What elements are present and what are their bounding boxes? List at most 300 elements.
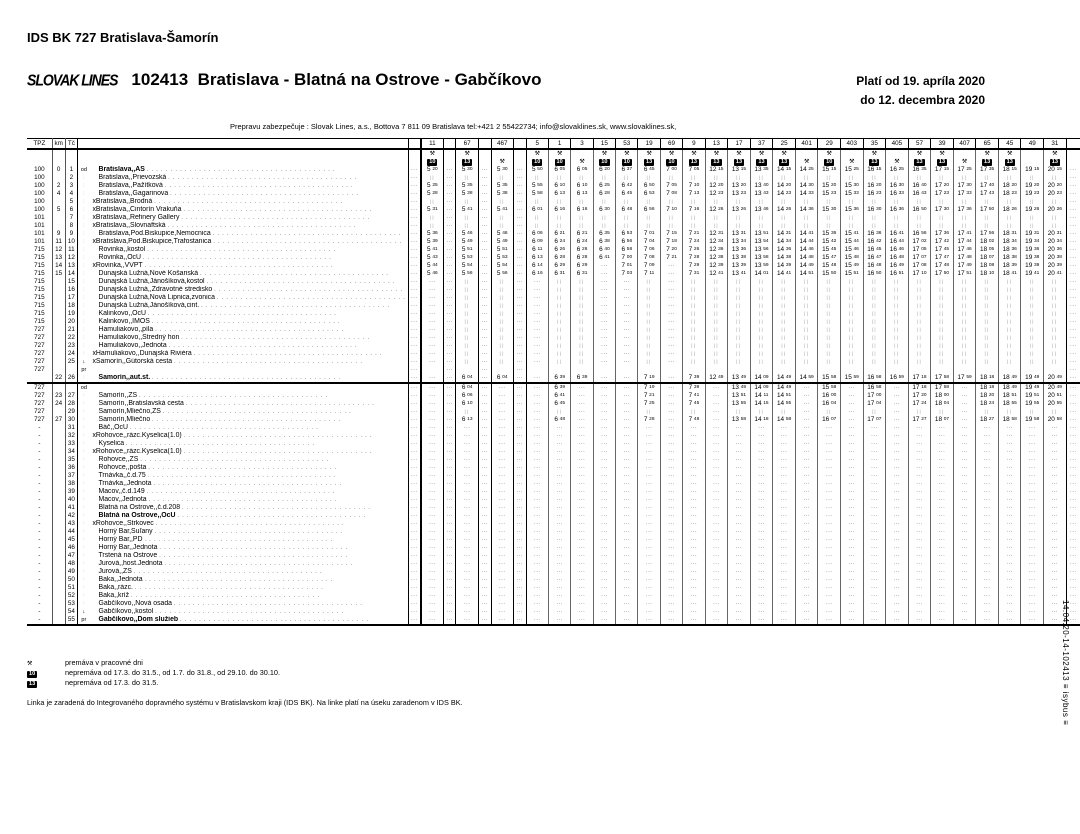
time-hour: 15 (822, 270, 830, 277)
time-cell-trip-67 (456, 432, 478, 440)
time-cell-trip-9 (683, 392, 705, 400)
time-minute: 48 (898, 255, 904, 260)
separator-dots: ··· (481, 505, 488, 511)
time-cell-trip-69 (660, 262, 682, 270)
time-cell-trip-403 (840, 294, 863, 302)
route-continues-mark: ⁞ (83, 537, 85, 542)
separator-dots: ··· (481, 199, 488, 205)
pass-through-mark: || (534, 175, 540, 180)
time-cell-trip-25 (773, 392, 796, 400)
time-cell-trip-69 (660, 512, 682, 520)
separator-dots: ··· (516, 359, 524, 365)
time-cell-trip-407 (953, 496, 976, 504)
time-cell-trip-49 (1021, 310, 1044, 318)
no-service-dots: ··· (1006, 561, 1013, 567)
time-hour: 16 (889, 230, 897, 237)
time-cell-trip-467 (491, 318, 513, 326)
time-cell-trip-25 (773, 270, 796, 278)
time-cell-trip-39 (931, 334, 954, 342)
time-hour: 6 (643, 182, 648, 189)
separator-cell (513, 416, 526, 424)
no-service-dots: ··· (1006, 433, 1013, 439)
trip-number-15: 15 (593, 139, 615, 150)
no-service-dots: ··· (758, 425, 765, 431)
time-cell-trip-11 (421, 254, 443, 262)
time-cell-trip-3 (571, 366, 593, 374)
time-minute: 46 (467, 231, 473, 236)
time-cell-trip-17 (728, 432, 751, 440)
pass-through-mark: || (781, 327, 787, 332)
separator-cell (513, 222, 526, 230)
time-cell-trip-49 (1021, 262, 1044, 270)
time-hour: 13 (731, 246, 739, 253)
time-cell-trip-29 (818, 222, 841, 230)
workdays-icon: ⚒ (1052, 150, 1058, 157)
pass-through-mark: || (803, 199, 810, 204)
time-minute: 18 (671, 239, 677, 244)
no-service-dots: ··· (1006, 481, 1013, 487)
time-cell-trip-5 (526, 544, 548, 552)
no-service-dots: ··· (578, 529, 586, 535)
edge-dots: ··· (411, 537, 418, 543)
time-cell-trip-67 (456, 424, 478, 432)
time-minute: 45 (943, 247, 950, 252)
time-minute: 30 (830, 207, 837, 212)
no-service-dots: ··· (601, 473, 608, 479)
no-service-dots: ··· (690, 609, 698, 615)
time-hour: 16 (912, 182, 920, 189)
pass-through-mark: || (1052, 303, 1058, 308)
no-service-dots: ··· (668, 465, 675, 471)
no-service-dots: ··· (1029, 561, 1036, 567)
time-minute: 05 (693, 167, 700, 172)
time-cell-trip-15 (593, 600, 615, 608)
time-minute: 37 (626, 167, 633, 172)
no-service-dots: ··· (758, 489, 765, 495)
time-cell-trip-9 (683, 318, 705, 326)
no-service-dots: ··· (893, 537, 901, 543)
no-service-dots: ··· (534, 335, 541, 341)
station-cell (89, 424, 408, 432)
separator-dots: ··· (481, 473, 488, 479)
separator-dots: ··· (516, 223, 524, 229)
time-cell-trip-401 (795, 182, 818, 190)
separator-dots: ··· (446, 287, 453, 293)
separator-dots: ··· (516, 561, 524, 567)
no-service-dots: ··· (601, 585, 608, 591)
no-service-dots: ··· (713, 481, 720, 487)
separator-dots: ··· (516, 545, 524, 551)
no-service-dots: ··· (1051, 593, 1059, 599)
no-service-dots: ··· (1029, 569, 1036, 575)
time-minute: 51 (740, 393, 747, 398)
separator-dots: ··· (446, 577, 453, 583)
time-cell-trip-15 (593, 174, 615, 182)
no-service-dots: ··· (498, 473, 506, 479)
time-cell-trip-17 (728, 616, 751, 625)
no-service-dots: ··· (916, 473, 923, 479)
time-cell-trip-403 (840, 262, 863, 270)
km-value (52, 342, 65, 350)
time-cell-trip-17 (728, 400, 751, 408)
time-hour: 6 (621, 206, 626, 213)
time-minute: 21 (649, 393, 655, 398)
time-cell-trip-403 (840, 416, 863, 424)
no-service-dots: ··· (938, 601, 946, 607)
pass-through-mark: || (579, 311, 585, 316)
trip-symbol-badge-5 (526, 158, 548, 166)
time-cell-trip-49 (1021, 488, 1044, 496)
time-cell-trip-3 (571, 408, 593, 416)
separator-cell (513, 374, 526, 383)
km-value: 4 (52, 190, 65, 198)
tpz-value: 727 (27, 416, 52, 424)
stop-number: 42 (65, 512, 78, 520)
trail-dots: ··· (1070, 231, 1077, 237)
pass-through-mark: || (646, 287, 652, 292)
time-cell-trip-65 (976, 488, 999, 496)
time-cell-trip-69 (660, 488, 682, 496)
no-service-dots: ··· (668, 481, 675, 487)
separator-dots: ··· (446, 375, 453, 381)
edge-cell (408, 198, 421, 206)
time-cell-trip-37 (750, 254, 773, 262)
no-service-dots: ··· (916, 441, 923, 447)
no-service-dots: ··· (1006, 577, 1013, 583)
time-hour: 14 (776, 416, 785, 423)
pass-through-mark: || (1007, 303, 1013, 308)
time-cell-trip-67 (456, 616, 478, 625)
km-value (52, 600, 65, 608)
time-cell-trip-53 (616, 358, 638, 366)
trip-symbol-workday-405 (886, 149, 909, 158)
no-service-dots: ··· (429, 473, 436, 479)
time-cell-trip-65 (976, 616, 999, 625)
no-service-dots: ··· (961, 449, 968, 455)
separator-dots: ··· (446, 327, 453, 333)
no-service-dots: ··· (429, 585, 436, 591)
time-cell-trip-1 (548, 416, 570, 424)
time-cell-trip-3 (571, 334, 593, 342)
time-cell-trip-15 (593, 326, 615, 334)
time-cell-trip-3 (571, 552, 593, 560)
time-cell-trip-401 (795, 310, 818, 318)
time-cell-trip-31 (1044, 392, 1067, 400)
time-hour: 6 (599, 254, 603, 261)
time-minute: 26 (718, 207, 724, 212)
time-cell-trip-405 (886, 206, 909, 214)
separator-dots: ··· (446, 585, 453, 591)
time-minute: 11 (763, 393, 769, 398)
time-cell-trip-53 (616, 600, 638, 608)
time-cell-trip-13 (705, 294, 728, 302)
pass-through-mark: || (713, 359, 720, 364)
no-service-dots: ··· (893, 457, 901, 463)
time-cell-trip-401 (795, 528, 818, 536)
pass-through-mark: || (939, 359, 945, 364)
time-cell-trip-467 (491, 174, 513, 182)
separator-cell (513, 472, 526, 480)
no-service-dots: ··· (1029, 553, 1036, 559)
pass-through-mark: || (803, 319, 810, 324)
time-hour: 5 (531, 166, 536, 173)
no-service-dots: ··· (578, 561, 586, 567)
time-hour: 13 (754, 166, 762, 173)
separator-cell (443, 294, 456, 302)
pass-through-mark: || (736, 287, 742, 292)
time-minute: 10 (988, 271, 995, 276)
separator-cell (443, 432, 456, 440)
time-cell-trip-35 (863, 480, 886, 488)
separator-dots: ··· (516, 513, 524, 519)
no-service-dots: ··· (983, 457, 991, 463)
no-service-dots: ··· (938, 609, 946, 615)
pass-through-mark: || (849, 303, 855, 308)
time-hour: 13 (754, 206, 762, 213)
no-service-dots: ··· (578, 497, 586, 503)
km-value (52, 294, 65, 302)
time-cell-trip-3 (571, 358, 593, 366)
edge-dots: ··· (411, 367, 418, 373)
time-hour: 18 (1002, 246, 1010, 253)
no-service-dots: ··· (916, 609, 923, 615)
workdays-icon: ⚒ (27, 660, 33, 667)
time-minute: 53 (502, 255, 508, 260)
time-cell-trip-65 (976, 504, 999, 512)
no-service-dots: ··· (983, 441, 991, 447)
km-value (52, 576, 65, 584)
time-hour: 6 (461, 400, 466, 407)
time-hour: 20 (1047, 254, 1055, 261)
time-cell-trip-407 (953, 206, 976, 214)
stop-number: 18 (65, 302, 78, 310)
separator-dots: ··· (481, 457, 488, 463)
no-service-dots: ··· (961, 473, 968, 479)
no-service-dots: ··· (780, 505, 788, 511)
time-cell-trip-3 (571, 432, 593, 440)
 (27, 158, 52, 166)
time-minute: 24 (582, 239, 588, 244)
pass-through-mark: || (1007, 327, 1013, 332)
station-cell (89, 520, 408, 528)
time-cell-trip-25 (773, 576, 796, 584)
pass-through-mark: || (961, 359, 968, 364)
time-minute: 56 (988, 231, 995, 236)
no-service-dots: ··· (463, 585, 471, 591)
separator-dots: ··· (446, 569, 453, 575)
pass-through-mark: || (499, 199, 505, 204)
no-service-dots: ··· (825, 553, 833, 559)
time-minute: 31 (582, 271, 588, 276)
trip-symbol-badge-407 (953, 158, 976, 166)
time-cell-trip-15 (593, 358, 615, 366)
no-service-dots: ··· (601, 311, 608, 317)
no-service-dots: ··· (668, 609, 675, 615)
separator-cell (478, 318, 491, 326)
row-marker (78, 198, 90, 206)
time-cell-trip-401 (795, 246, 818, 254)
separator-cell (513, 480, 526, 488)
time-cell-trip-31 (1044, 456, 1067, 464)
no-service-dots: ··· (429, 457, 436, 463)
time-cell-trip-401 (795, 302, 818, 310)
time-cell-trip-65 (976, 294, 999, 302)
dot-leader: . . . . . . . . . . . . . . . . . . . . . . . . . . . . . . . . . . . . . . . . (214, 287, 403, 293)
edge-dots: ··· (411, 401, 418, 407)
no-service-dots: ··· (623, 529, 631, 535)
time-cell-trip-17 (728, 504, 751, 512)
separator-cell (443, 206, 456, 214)
no-service-dots: ··· (498, 417, 506, 423)
no-service-dots: ··· (668, 375, 675, 381)
time-hour: 19 (1025, 262, 1033, 269)
trip-number-1: 1 (548, 139, 570, 150)
no-service-dots: ··· (498, 545, 506, 551)
no-service-dots: ··· (623, 617, 631, 623)
time-cell-trip-401 (795, 512, 818, 520)
time-minute: 39 (693, 375, 700, 380)
no-service-dots: ··· (735, 585, 743, 591)
time-minute: 21 (582, 231, 588, 236)
time-cell-trip-69 (660, 608, 682, 616)
time-cell-trip-57 (908, 174, 931, 182)
separator-cell (443, 350, 456, 358)
time-cell-trip-407 (953, 464, 976, 472)
time-cell-trip-25 (773, 342, 796, 350)
time-cell-trip-57 (908, 448, 931, 456)
corner-label-km: km (52, 139, 65, 150)
time-cell-trip-25 (773, 286, 796, 294)
time-cell-trip-37 (750, 286, 773, 294)
station-cell (89, 528, 408, 536)
time-hour: 13 (754, 246, 762, 253)
edge-cell (408, 448, 421, 456)
time-minute: 26 (1034, 207, 1040, 212)
time-cell-trip-49 (1021, 408, 1044, 416)
time-cell-trip-3 (571, 206, 593, 214)
time-minute: 48 (943, 263, 950, 268)
no-service-dots: ··· (758, 617, 765, 623)
pass-through-mark: || (1029, 409, 1035, 414)
no-service-dots: ··· (803, 409, 810, 415)
no-service-dots: ··· (429, 545, 436, 551)
edge-cell (408, 600, 421, 608)
no-service-dots: ··· (1051, 601, 1059, 607)
pass-through-mark: || (826, 359, 832, 364)
separator-cell (513, 358, 526, 366)
separator-cell (478, 592, 491, 600)
pass-through-mark: || (691, 351, 697, 356)
time-cell-trip-49 (1021, 392, 1044, 400)
time-cell-trip-15 (593, 592, 615, 600)
print-side-text: 14.04.20-14-102413 ≡ isybus ≡ (1061, 600, 1070, 726)
no-service-dots: ··· (578, 441, 586, 447)
pass-through-mark: || (601, 199, 608, 204)
time-minute: 40 (604, 247, 610, 252)
no-service-dots: ··· (1029, 545, 1036, 551)
edge-col-header (408, 139, 421, 150)
time-hour: 6 (531, 238, 536, 245)
time-cell-trip-467 (491, 206, 513, 214)
time-hour: 17 (934, 262, 943, 269)
trail-dots: ··· (1070, 175, 1077, 181)
trail-dots: ··· (1070, 207, 1077, 213)
separator-dots: ··· (516, 505, 524, 511)
time-minute: 07 (921, 255, 927, 260)
time-cell-trip-67 (456, 286, 478, 294)
time-cell-trip-45 (998, 616, 1021, 625)
time-cell-trip-467 (491, 488, 513, 496)
time-minute: 01 (649, 231, 655, 236)
separator-dots: ··· (516, 215, 524, 221)
time-cell-trip-467 (491, 456, 513, 464)
pass-through-mark: || (1007, 319, 1013, 324)
time-cell-trip-5 (526, 576, 548, 584)
pass-through-mark: || (961, 295, 968, 300)
time-cell-trip-57 (908, 464, 931, 472)
trip-symbol-badge-405 (886, 158, 909, 166)
time-hour: 7 (688, 384, 693, 391)
stop-number: 50 (65, 576, 78, 584)
time-cell-trip-407 (953, 568, 976, 576)
time-minute: 59 (808, 375, 814, 380)
time-cell-trip-407 (953, 174, 976, 182)
time-cell-trip-69 (660, 358, 682, 366)
time-cell-trip-49 (1021, 400, 1044, 408)
pass-through-mark: || (758, 359, 765, 364)
no-service-dots: ··· (961, 425, 968, 431)
trip-symbol-workday-37 (750, 149, 773, 158)
separator-cell (443, 262, 456, 270)
separator-dots: ··· (446, 367, 453, 373)
time-hour: 16 (912, 166, 920, 173)
no-service-dots: ··· (780, 553, 788, 559)
pass-through-mark: || (691, 359, 697, 364)
no-service-dots: ··· (429, 375, 436, 381)
no-service-dots: ··· (429, 409, 436, 415)
badge-13: 13 (916, 159, 923, 165)
time-cell-trip-49 (1021, 568, 1044, 576)
time-cell-trip-65 (976, 496, 999, 504)
no-service-dots: ··· (893, 409, 901, 415)
time-cell-trip-35 (863, 270, 886, 278)
time-cell-trip-69 (660, 528, 682, 536)
time-minute: 07 (988, 255, 995, 260)
time-hour: 19 (1025, 254, 1033, 261)
tpz-value: - (27, 456, 52, 464)
time-cell-trip-19 (638, 326, 660, 334)
time-cell-trip-19 (638, 560, 660, 568)
badge-13: 13 (464, 159, 471, 165)
no-service-dots: ··· (780, 449, 788, 455)
time-cell-trip-5 (526, 512, 548, 520)
time-minute: 15 (740, 167, 747, 172)
workdays-icon: ⚒ (803, 158, 810, 165)
time-cell-trip-15 (593, 310, 615, 318)
pass-through-mark: || (961, 199, 968, 204)
time-hour: 6 (576, 374, 581, 381)
trip-number-65: 65 (976, 139, 999, 150)
time-cell-trip-403 (840, 174, 863, 182)
time-cell-trip-25 (773, 230, 796, 238)
workdays-icon: ⚒ (984, 150, 990, 157)
no-service-dots: ··· (780, 497, 788, 503)
no-service-dots: ··· (645, 473, 653, 479)
time-cell-trip-69 (660, 424, 682, 432)
time-cell-trip-31 (1044, 182, 1067, 190)
trip-symbol-workday-401 (795, 149, 818, 158)
time-cell-trip-17 (728, 174, 751, 182)
